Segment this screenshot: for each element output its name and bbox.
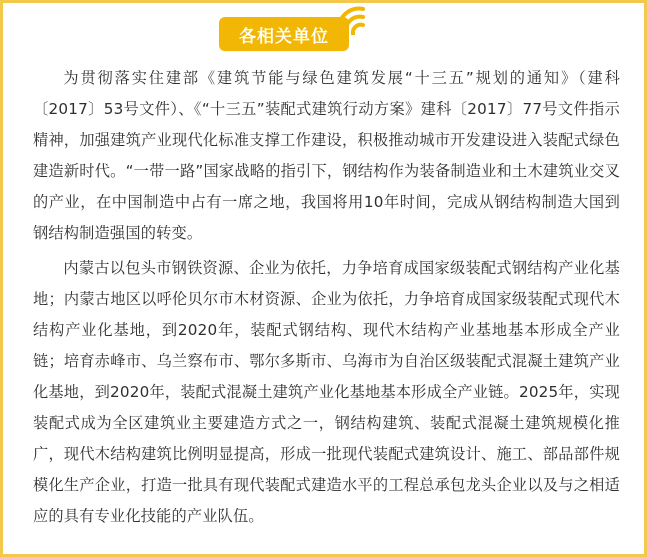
- paragraph: 为贯彻落实住建部《建筑节能与绿色建筑发展“十三五”规划的通知》（建科〔2017〕53号文件）、《“十三五”装配式建筑行动方案》建科〔2017〕77号文件指示精神，加强建筑产业现代化标准支撑工作建设，积极推动城市开发建设进入装配式绿色建造新时代。“一带一路”国家战略的指引下，钢结构作为装备制造业和土木建筑业交叉的产业，在中国制造中占有一席之地，我国将用10年时间，完成从钢结构制造大国到钢结构制造强国的转变。: [33, 69, 620, 242]
- section-badge: [219, 17, 349, 51]
- section-badge-label: 各相关单位: [239, 26, 329, 47]
- paragraph: 内蒙古以包头市钢铁资源、企业为依托，力争培育成国家级装配式钢结构产业化基地；内蒙古地区以呼伦贝尔市木材资源、企业为依托，力争培育成国家级装配式现代木结构产业化基地，到2020年，装配式钢结构、现代木结构产业基地基本形成全产业链；培育赤峰市、乌兰察布市、鄂尔多斯市、乌海市为自治区级装配式混凝土建筑产业化基地，到2020年，装配式混凝土建筑产业化基地基本形成全产业链。2025年，实现装配式成为全区建筑业主要建造方式之一，钢结构建筑、装配式混凝土建筑规模化推广，现代木结构建筑比例明显提高，形成一批现代装配式建筑设计、施工、部品部件规模化生产企业，打造一批具有现代装配式建造水平的工程总承包龙头企业以及与之相适应的具有专业化技能的产业队伍。: [33, 259, 620, 525]
- document-body: [3, 63, 647, 536]
